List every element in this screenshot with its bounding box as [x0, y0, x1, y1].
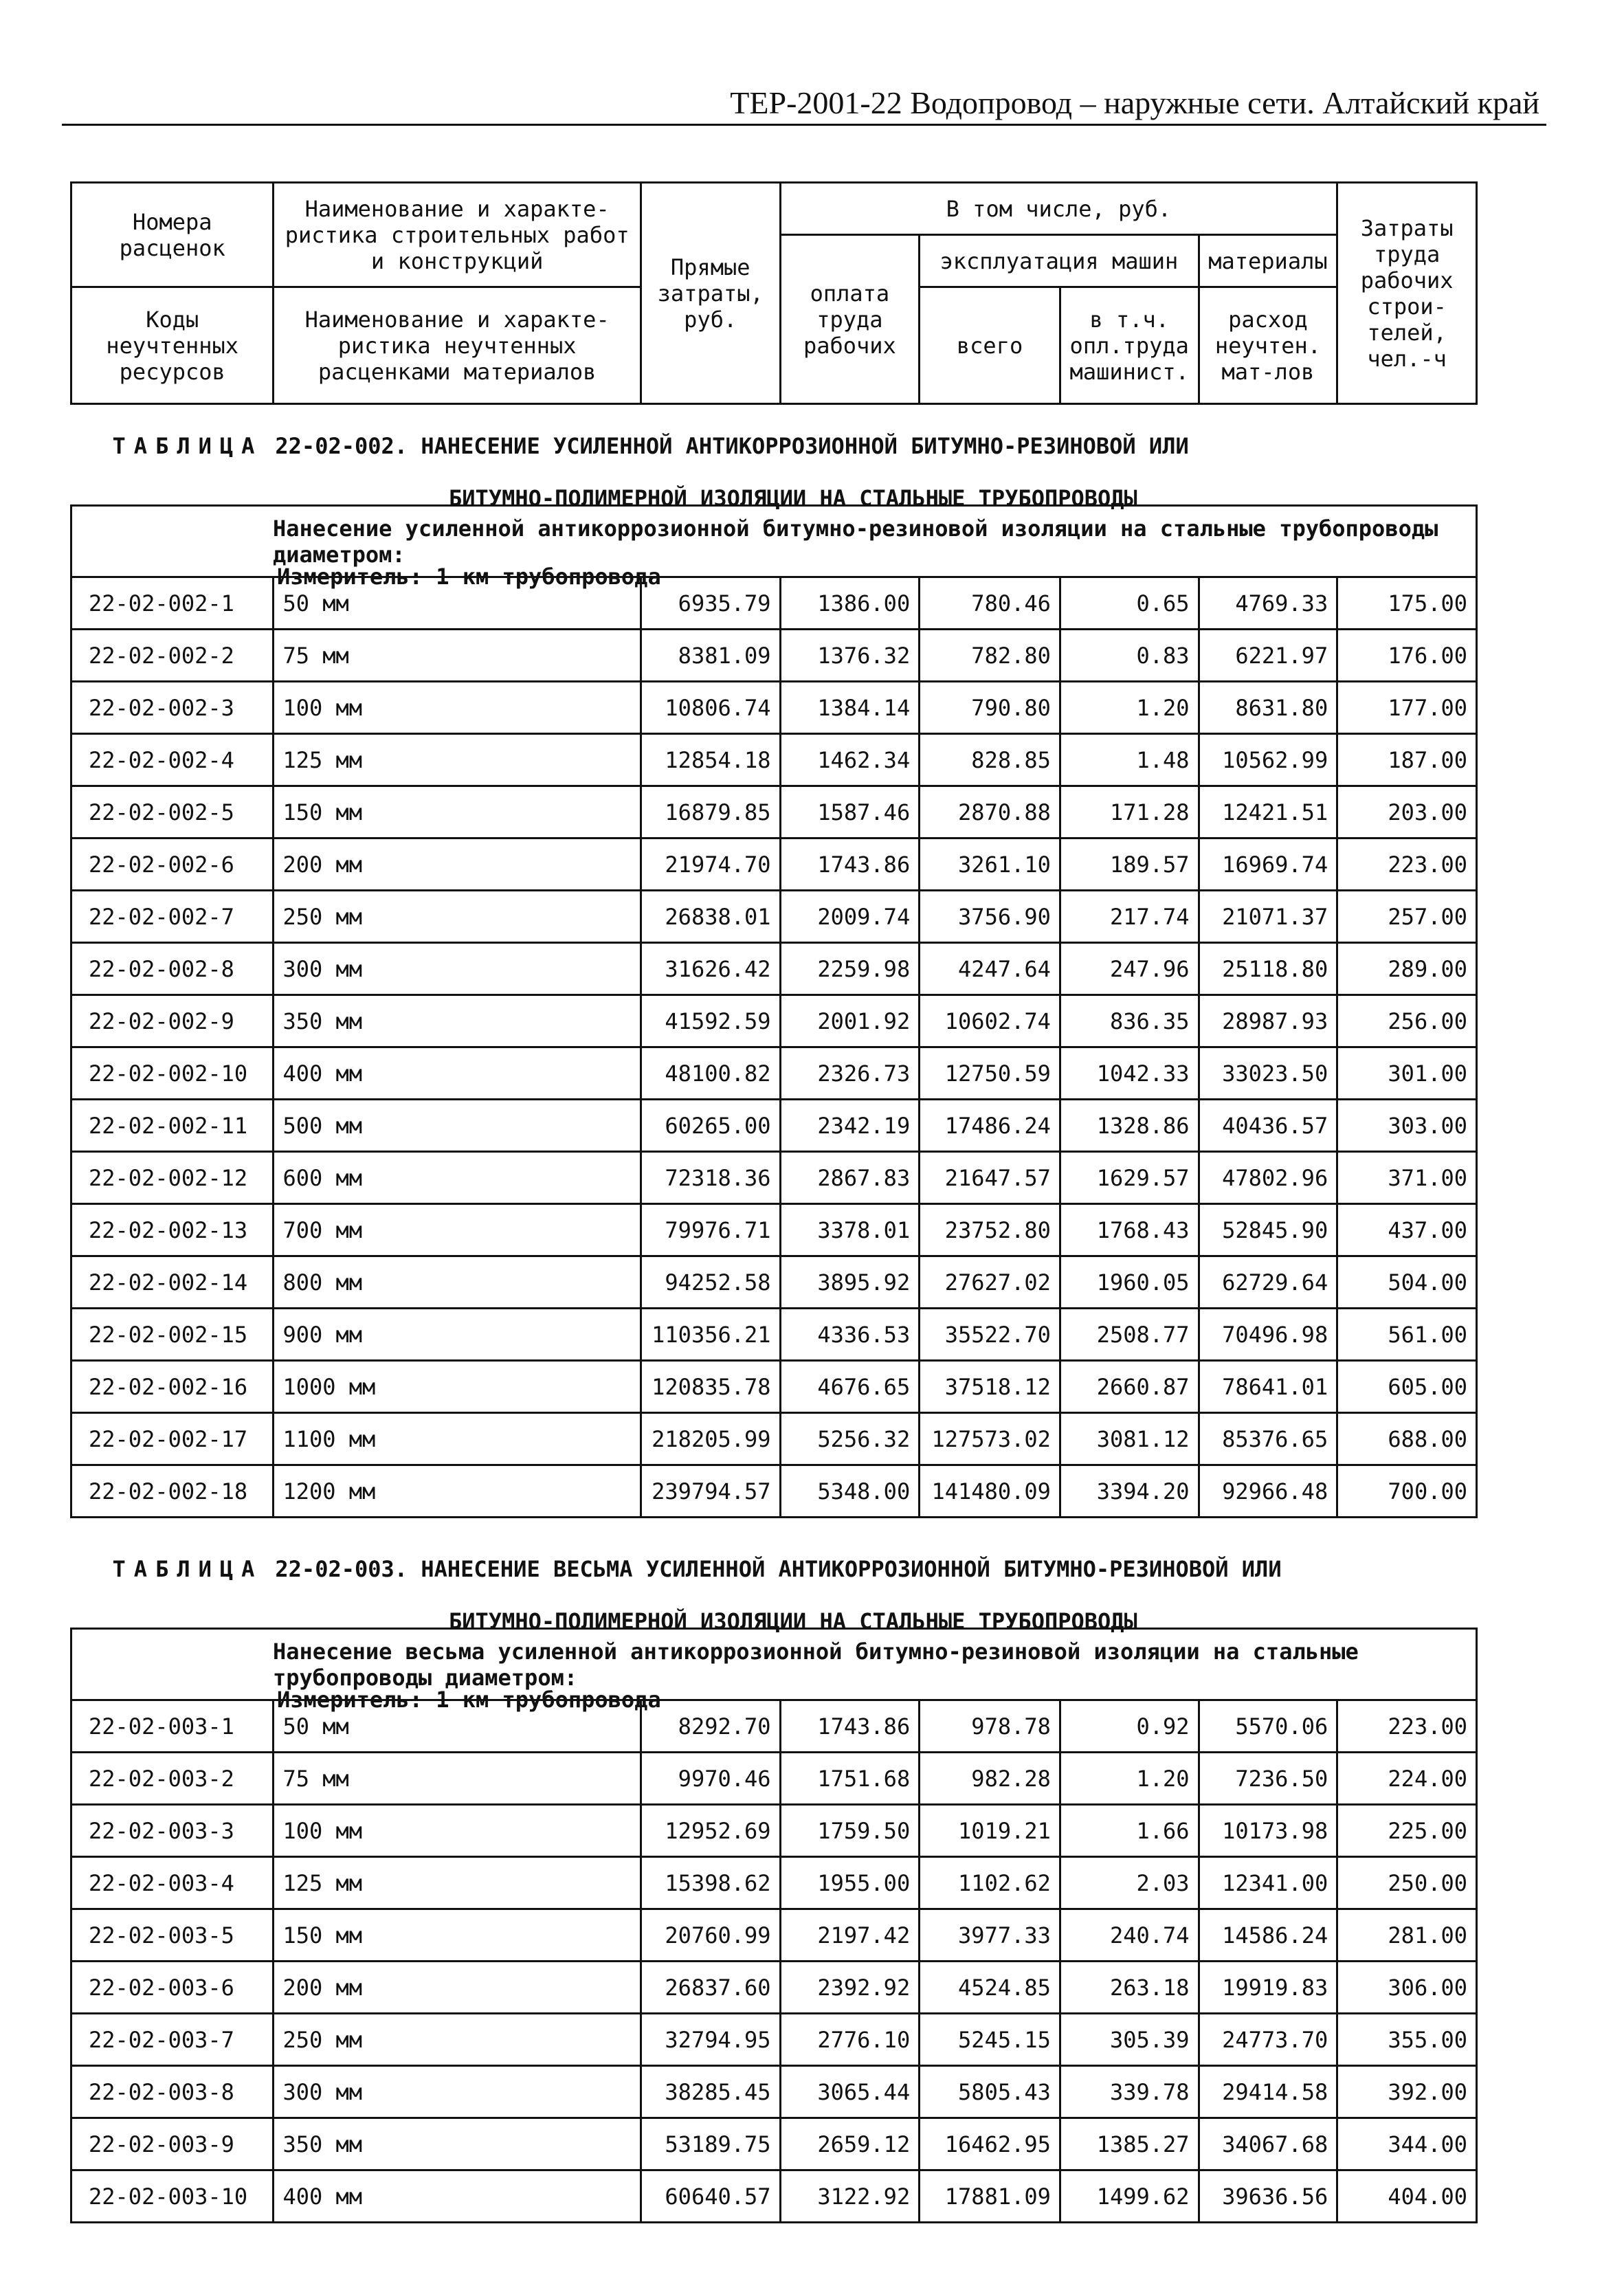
direct-costs-cell: 10806.74 [641, 682, 780, 734]
direct-costs-cell: 60265.00 [641, 1100, 780, 1152]
table-row [71, 2066, 1477, 2118]
direct-costs-cell: 8292.70 [641, 1700, 780, 1753]
operator-pay-cell: 339.78 [1060, 2066, 1199, 2118]
labor-pay-cell: 2776.10 [780, 2014, 920, 2066]
rate-code-cell: 22-02-003-7 [71, 2014, 274, 2066]
table-row [71, 1204, 1477, 1256]
machine-total-cell: 5245.15 [920, 2014, 1060, 2066]
operator-pay-cell: 1328.86 [1060, 1100, 1199, 1152]
materials-cost-cell: 52845.90 [1199, 1204, 1337, 1256]
labor-pay-cell: 2259.98 [780, 943, 920, 995]
labor-pay-cell: 3122.92 [780, 2170, 920, 2223]
work-name-cell: 900 мм [274, 1309, 641, 1361]
table-row [71, 1465, 1477, 1518]
labor-pay-cell: 1743.86 [780, 1700, 920, 1753]
operator-pay-cell: 2.03 [1060, 1857, 1199, 1909]
labor-pay-cell: 4336.53 [780, 1309, 920, 1361]
work-name-cell: 500 мм [274, 1100, 641, 1152]
direct-costs-cell: 94252.58 [641, 1256, 780, 1309]
table-row [71, 2014, 1477, 2066]
labor-hours-cell: 392.00 [1337, 2066, 1477, 2118]
labor-hours-cell: 250.00 [1337, 1857, 1477, 1909]
table-row [71, 838, 1477, 891]
machine-total-cell: 37518.12 [920, 1361, 1060, 1413]
rates-table [70, 1628, 1478, 2223]
col-labor-hours: Затраты труда рабочих строи-телей, чел.-ч [1337, 183, 1477, 404]
materials-cost-cell: 34067.68 [1199, 2118, 1337, 2170]
labor-pay-cell: 1743.86 [780, 838, 920, 891]
work-name-cell: 50 мм [274, 1700, 641, 1753]
rate-code-cell: 22-02-002-11 [71, 1100, 274, 1152]
labor-pay-cell: 2326.73 [780, 1047, 920, 1100]
labor-hours-cell: 281.00 [1337, 1909, 1477, 1962]
operator-pay-cell: 189.57 [1060, 838, 1199, 891]
direct-costs-cell: 12854.18 [641, 734, 780, 786]
labor-hours-cell: 289.00 [1337, 943, 1477, 995]
materials-cost-cell: 85376.65 [1199, 1413, 1337, 1465]
work-name-cell: 400 мм [274, 2170, 641, 2223]
direct-costs-cell: 72318.36 [641, 1152, 780, 1204]
machine-total-cell: 1019.21 [920, 1805, 1060, 1857]
labor-pay-cell: 2197.42 [780, 1909, 920, 1962]
work-name-cell: 1000 мм [274, 1361, 641, 1413]
labor-hours-cell: 404.00 [1337, 2170, 1477, 2223]
rate-code-cell: 22-02-003-3 [71, 1805, 274, 1857]
labor-pay-cell: 2659.12 [780, 2118, 920, 2170]
labor-pay-cell: 2867.83 [780, 1152, 920, 1204]
operator-pay-cell: 1042.33 [1060, 1047, 1199, 1100]
materials-cost-cell: 47802.96 [1199, 1152, 1337, 1204]
operator-pay-cell: 1.20 [1060, 682, 1199, 734]
work-name-cell: 75 мм [274, 1753, 641, 1805]
labor-pay-cell: 1376.32 [780, 630, 920, 682]
col-materials: материалы [1199, 235, 1337, 287]
col-rate-numbers: Номера расценок [71, 183, 274, 287]
direct-costs-cell: 60640.57 [641, 2170, 780, 2223]
table-row [71, 1700, 1477, 1753]
machine-total-cell: 35522.70 [920, 1309, 1060, 1361]
rate-code-cell: 22-02-003-8 [71, 2066, 274, 2118]
labor-pay-cell: 2392.92 [780, 1962, 920, 2014]
work-name-cell: 700 мм [274, 1204, 641, 1256]
operator-pay-cell: 171.28 [1060, 786, 1199, 838]
rate-code-cell: 22-02-002-6 [71, 838, 274, 891]
col-direct-costs: Прямые затраты, руб. [641, 183, 780, 404]
rate-code-cell: 22-02-002-4 [71, 734, 274, 786]
labor-pay-cell: 2342.19 [780, 1100, 920, 1152]
table-row [71, 630, 1477, 682]
table-row [71, 1857, 1477, 1909]
operator-pay-cell: 3394.20 [1060, 1465, 1199, 1518]
rates-table [70, 504, 1478, 1518]
work-name-cell: 600 мм [274, 1152, 641, 1204]
col-machine-total: всего [920, 287, 1060, 404]
work-name-cell: 125 мм [274, 1857, 641, 1909]
machine-total-cell: 780.46 [920, 577, 1060, 630]
machine-total-cell: 3977.33 [920, 1909, 1060, 1962]
machine-total-cell: 790.80 [920, 682, 1060, 734]
operator-pay-cell: 1960.05 [1060, 1256, 1199, 1309]
rate-code-cell: 22-02-003-5 [71, 1909, 274, 1962]
direct-costs-cell: 26837.60 [641, 1962, 780, 2014]
direct-costs-cell: 21974.70 [641, 838, 780, 891]
rate-code-cell: 22-02-003-2 [71, 1753, 274, 1805]
work-name-cell: 75 мм [274, 630, 641, 682]
labor-pay-cell: 5256.32 [780, 1413, 920, 1465]
work-name-cell: 250 мм [274, 2014, 641, 2066]
rate-code-cell: 22-02-002-7 [71, 891, 274, 943]
machine-total-cell: 4524.85 [920, 1962, 1060, 2014]
materials-cost-cell: 25118.80 [1199, 943, 1337, 995]
work-name-cell: 150 мм [274, 1909, 641, 1962]
labor-pay-cell: 1384.14 [780, 682, 920, 734]
rate-code-cell: 22-02-003-10 [71, 2170, 274, 2223]
labor-hours-cell: 256.00 [1337, 995, 1477, 1047]
direct-costs-cell: 32794.95 [641, 2014, 780, 2066]
work-name-cell: 1100 мм [274, 1413, 641, 1465]
machine-total-cell: 16462.95 [920, 2118, 1060, 2170]
table-row [71, 1309, 1477, 1361]
work-name-cell: 800 мм [274, 1256, 641, 1309]
table-row [71, 682, 1477, 734]
direct-costs-cell: 41592.59 [641, 995, 780, 1047]
rate-code-cell: 22-02-002-17 [71, 1413, 274, 1465]
direct-costs-cell: 53189.75 [641, 2118, 780, 2170]
col-resource-codes: Коды неучтенных ресурсов [71, 287, 274, 404]
rate-code-cell: 22-02-002-16 [71, 1361, 274, 1413]
labor-pay-cell: 1759.50 [780, 1805, 920, 1857]
work-name-cell: 100 мм [274, 1805, 641, 1857]
labor-hours-cell: 175.00 [1337, 577, 1477, 630]
direct-costs-cell: 9970.46 [641, 1753, 780, 1805]
col-unaccounted-materials: расход неучтен. мат-лов [1199, 287, 1337, 404]
machine-total-cell: 3756.90 [920, 891, 1060, 943]
labor-hours-cell: 306.00 [1337, 1962, 1477, 2014]
work-name-cell: 200 мм [274, 1962, 641, 2014]
table-row [71, 995, 1477, 1047]
direct-costs-cell: 120835.78 [641, 1361, 780, 1413]
machine-total-cell: 5805.43 [920, 2066, 1060, 2118]
labor-hours-cell: 344.00 [1337, 2118, 1477, 2170]
labor-pay-cell: 1955.00 [780, 1857, 920, 1909]
labor-hours-cell: 700.00 [1337, 1465, 1477, 1518]
operator-pay-cell: 836.35 [1060, 995, 1199, 1047]
materials-cost-cell: 19919.83 [1199, 1962, 1337, 2014]
materials-cost-cell: 33023.50 [1199, 1047, 1337, 1100]
header-rule [62, 124, 1546, 126]
col-labor-pay: оплата труда рабочих [780, 235, 920, 404]
table-row [71, 1909, 1477, 1962]
machine-total-cell: 141480.09 [920, 1465, 1060, 1518]
machine-total-cell: 982.28 [920, 1753, 1060, 1805]
direct-costs-cell: 31626.42 [641, 943, 780, 995]
direct-costs-cell: 16879.85 [641, 786, 780, 838]
work-name-cell: 1200 мм [274, 1465, 641, 1518]
labor-hours-cell: 257.00 [1337, 891, 1477, 943]
labor-hours-cell: 224.00 [1337, 1753, 1477, 1805]
machine-total-cell: 23752.80 [920, 1204, 1060, 1256]
operator-pay-cell: 0.92 [1060, 1700, 1199, 1753]
table-row [71, 891, 1477, 943]
col-work-name: Наименование и характе-ристика строительных работ и конструкций [274, 183, 641, 287]
operator-pay-cell: 217.74 [1060, 891, 1199, 943]
operator-pay-cell: 263.18 [1060, 1962, 1199, 2014]
rate-code-cell: 22-02-002-12 [71, 1152, 274, 1204]
materials-cost-cell: 5570.06 [1199, 1700, 1337, 1753]
direct-costs-cell: 48100.82 [641, 1047, 780, 1100]
operator-pay-cell: 2508.77 [1060, 1309, 1199, 1361]
table-caption: ТАБЛИЦА 22-02-002. НАНЕСЕНИЕ УСИЛЕННОЙ АНТИКОРРОЗИОННОЙ БИТУМНО-РЕЗИНОВОЙ ИЛИ БИТУМНО-ПОЛИМЕРНОЙ ИЗОЛЯЦИИ НА СТАЛЬНЫЕ ТРУБОПРОВОДЫ Измеритель: 1 км трубопровода [112, 433, 1189, 590]
labor-pay-cell: 2009.74 [780, 891, 920, 943]
direct-costs-cell: 218205.99 [641, 1413, 780, 1465]
materials-cost-cell: 24773.70 [1199, 2014, 1337, 2066]
direct-costs-cell: 15398.62 [641, 1857, 780, 1909]
materials-cost-cell: 6221.97 [1199, 630, 1337, 682]
rate-code-cell: 22-02-002-3 [71, 682, 274, 734]
labor-hours-cell: 437.00 [1337, 1204, 1477, 1256]
table-row [71, 1413, 1477, 1465]
work-name-cell: 300 мм [274, 943, 641, 995]
labor-hours-cell: 303.00 [1337, 1100, 1477, 1152]
column-header-table [70, 181, 1478, 405]
direct-costs-cell: 239794.57 [641, 1465, 780, 1518]
work-name-cell: 150 мм [274, 786, 641, 838]
col-resource-name: Наименование и характе-ристика неучтенных расценками материалов [274, 287, 641, 404]
machine-total-cell: 27627.02 [920, 1256, 1060, 1309]
rate-code-cell: 22-02-003-6 [71, 1962, 274, 2014]
rate-code-cell: 22-02-002-9 [71, 995, 274, 1047]
materials-cost-cell: 62729.64 [1199, 1256, 1337, 1309]
labor-pay-cell: 1462.34 [780, 734, 920, 786]
direct-costs-cell: 12952.69 [641, 1805, 780, 1857]
machine-total-cell: 978.78 [920, 1700, 1060, 1753]
col-machine-operation: эксплуатация машин [920, 235, 1199, 287]
materials-cost-cell: 10173.98 [1199, 1805, 1337, 1857]
table-row [71, 1753, 1477, 1805]
materials-cost-cell: 14586.24 [1199, 1909, 1337, 1962]
machine-total-cell: 4247.64 [920, 943, 1060, 995]
materials-cost-cell: 7236.50 [1199, 1753, 1337, 1805]
machine-total-cell: 17486.24 [920, 1100, 1060, 1152]
work-name-cell: 350 мм [274, 2118, 641, 2170]
operator-pay-cell: 305.39 [1060, 2014, 1199, 2066]
machine-total-cell: 127573.02 [920, 1413, 1060, 1465]
labor-hours-cell: 605.00 [1337, 1361, 1477, 1413]
table-row [71, 2170, 1477, 2223]
rate-code-cell: 22-02-002-15 [71, 1309, 274, 1361]
labor-pay-cell: 2001.92 [780, 995, 920, 1047]
materials-cost-cell: 28987.93 [1199, 995, 1337, 1047]
work-name-cell: 350 мм [274, 995, 641, 1047]
machine-total-cell: 2870.88 [920, 786, 1060, 838]
work-name-cell: 50 мм [274, 577, 641, 630]
machine-total-cell: 17881.09 [920, 2170, 1060, 2223]
operator-pay-cell: 247.96 [1060, 943, 1199, 995]
labor-pay-cell: 1751.68 [780, 1753, 920, 1805]
machine-total-cell: 828.85 [920, 734, 1060, 786]
operator-pay-cell: 1.48 [1060, 734, 1199, 786]
materials-cost-cell: 16969.74 [1199, 838, 1337, 891]
labor-hours-cell: 176.00 [1337, 630, 1477, 682]
labor-pay-cell: 1587.46 [780, 786, 920, 838]
table-row [71, 1361, 1477, 1413]
materials-cost-cell: 4769.33 [1199, 577, 1337, 630]
materials-cost-cell: 12341.00 [1199, 1857, 1337, 1909]
machine-total-cell: 12750.59 [920, 1047, 1060, 1100]
work-name-cell: 125 мм [274, 734, 641, 786]
rate-code-cell: 22-02-003-1 [71, 1700, 274, 1753]
labor-pay-cell: 3378.01 [780, 1204, 920, 1256]
labor-hours-cell: 371.00 [1337, 1152, 1477, 1204]
direct-costs-cell: 110356.21 [641, 1309, 780, 1361]
direct-costs-cell: 8381.09 [641, 630, 780, 682]
operator-pay-cell: 1.20 [1060, 1753, 1199, 1805]
table-row [71, 1152, 1477, 1204]
labor-pay-cell: 1386.00 [780, 577, 920, 630]
rate-code-cell: 22-02-002-13 [71, 1204, 274, 1256]
labor-hours-cell: 177.00 [1337, 682, 1477, 734]
col-including: В том числе, руб. [780, 183, 1337, 235]
materials-cost-cell: 70496.98 [1199, 1309, 1337, 1361]
machine-total-cell: 21647.57 [920, 1152, 1060, 1204]
labor-hours-cell: 688.00 [1337, 1413, 1477, 1465]
machine-total-cell: 782.80 [920, 630, 1060, 682]
group-title: Нанесение весьма усиленной антикоррозионной битумно-резиновой изоляции на стальные трубопроводы диаметром: [71, 1629, 1477, 1700]
machine-total-cell: 10602.74 [920, 995, 1060, 1047]
rate-code-cell: 22-02-002-8 [71, 943, 274, 995]
labor-hours-cell: 561.00 [1337, 1309, 1477, 1361]
rate-code-cell: 22-02-003-9 [71, 2118, 274, 2170]
operator-pay-cell: 0.83 [1060, 630, 1199, 682]
table-row [71, 1805, 1477, 1857]
materials-cost-cell: 92966.48 [1199, 1465, 1337, 1518]
materials-cost-cell: 39636.56 [1199, 2170, 1337, 2223]
labor-pay-cell: 5348.00 [780, 1465, 920, 1518]
table-caption: ТАБЛИЦА 22-02-003. НАНЕСЕНИЕ ВЕСЬМА УСИЛЕННОЙ АНТИКОРРОЗИОННОЙ БИТУМНО-РЕЗИНОВОЙ ИЛИ БИТУМНО-ПОЛИМЕРНОЙ ИЗОЛЯЦИИ НА СТАЛЬНЫЕ ТРУБОПРОВОДЫ Измеритель: 1 км трубопровода [112, 1556, 1282, 1713]
table-row [71, 577, 1477, 630]
rate-code-cell: 22-02-002-1 [71, 577, 274, 630]
operator-pay-cell: 1499.62 [1060, 2170, 1199, 2223]
rate-code-cell: 22-02-002-18 [71, 1465, 274, 1518]
labor-pay-cell: 3895.92 [780, 1256, 920, 1309]
table-row [71, 1962, 1477, 2014]
operator-pay-cell: 1768.43 [1060, 1204, 1199, 1256]
operator-pay-cell: 1.66 [1060, 1805, 1199, 1857]
labor-hours-cell: 203.00 [1337, 786, 1477, 838]
labor-hours-cell: 187.00 [1337, 734, 1477, 786]
machine-total-cell: 1102.62 [920, 1857, 1060, 1909]
table-row [71, 2118, 1477, 2170]
rate-code-cell: 22-02-002-10 [71, 1047, 274, 1100]
direct-costs-cell: 38285.45 [641, 2066, 780, 2118]
rate-code-cell: 22-02-002-5 [71, 786, 274, 838]
labor-pay-cell: 4676.65 [780, 1361, 920, 1413]
materials-cost-cell: 8631.80 [1199, 682, 1337, 734]
work-name-cell: 100 мм [274, 682, 641, 734]
operator-pay-cell: 1385.27 [1060, 2118, 1199, 2170]
direct-costs-cell: 6935.79 [641, 577, 780, 630]
labor-hours-cell: 301.00 [1337, 1047, 1477, 1100]
materials-cost-cell: 40436.57 [1199, 1100, 1337, 1152]
labor-hours-cell: 355.00 [1337, 2014, 1477, 2066]
table-row [71, 1100, 1477, 1152]
direct-costs-cell: 79976.71 [641, 1204, 780, 1256]
materials-cost-cell: 29414.58 [1199, 2066, 1337, 2118]
machine-total-cell: 3261.10 [920, 838, 1060, 891]
rate-code-cell: 22-02-002-2 [71, 630, 274, 682]
direct-costs-cell: 26838.01 [641, 891, 780, 943]
materials-cost-cell: 21071.37 [1199, 891, 1337, 943]
materials-cost-cell: 12421.51 [1199, 786, 1337, 838]
operator-pay-cell: 0.65 [1060, 577, 1199, 630]
rate-code-cell: 22-02-002-14 [71, 1256, 274, 1309]
table-row [71, 1047, 1477, 1100]
labor-hours-cell: 223.00 [1337, 838, 1477, 891]
operator-pay-cell: 3081.12 [1060, 1413, 1199, 1465]
materials-cost-cell: 10562.99 [1199, 734, 1337, 786]
work-name-cell: 300 мм [274, 2066, 641, 2118]
group-title: Нанесение усиленной антикоррозионной битумно-резиновой изоляции на стальные трубопроводы диаметром: [71, 506, 1477, 577]
direct-costs-cell: 20760.99 [641, 1909, 780, 1962]
labor-pay-cell: 3065.44 [780, 2066, 920, 2118]
table-row [71, 786, 1477, 838]
table-row [71, 1256, 1477, 1309]
operator-pay-cell: 1629.57 [1060, 1152, 1199, 1204]
table-row [71, 734, 1477, 786]
operator-pay-cell: 240.74 [1060, 1909, 1199, 1962]
rate-code-cell: 22-02-003-4 [71, 1857, 274, 1909]
page-header: ТЕР-2001-22 Водопровод – наружные сети. Алтайский край [730, 85, 1539, 120]
work-name-cell: 250 мм [274, 891, 641, 943]
labor-hours-cell: 504.00 [1337, 1256, 1477, 1309]
labor-hours-cell: 223.00 [1337, 1700, 1477, 1753]
col-operator-pay: в т.ч. опл.труда машинист. [1060, 287, 1199, 404]
work-name-cell: 400 мм [274, 1047, 641, 1100]
labor-hours-cell: 225.00 [1337, 1805, 1477, 1857]
operator-pay-cell: 2660.87 [1060, 1361, 1199, 1413]
materials-cost-cell: 78641.01 [1199, 1361, 1337, 1413]
work-name-cell: 200 мм [274, 838, 641, 891]
table-row [71, 943, 1477, 995]
